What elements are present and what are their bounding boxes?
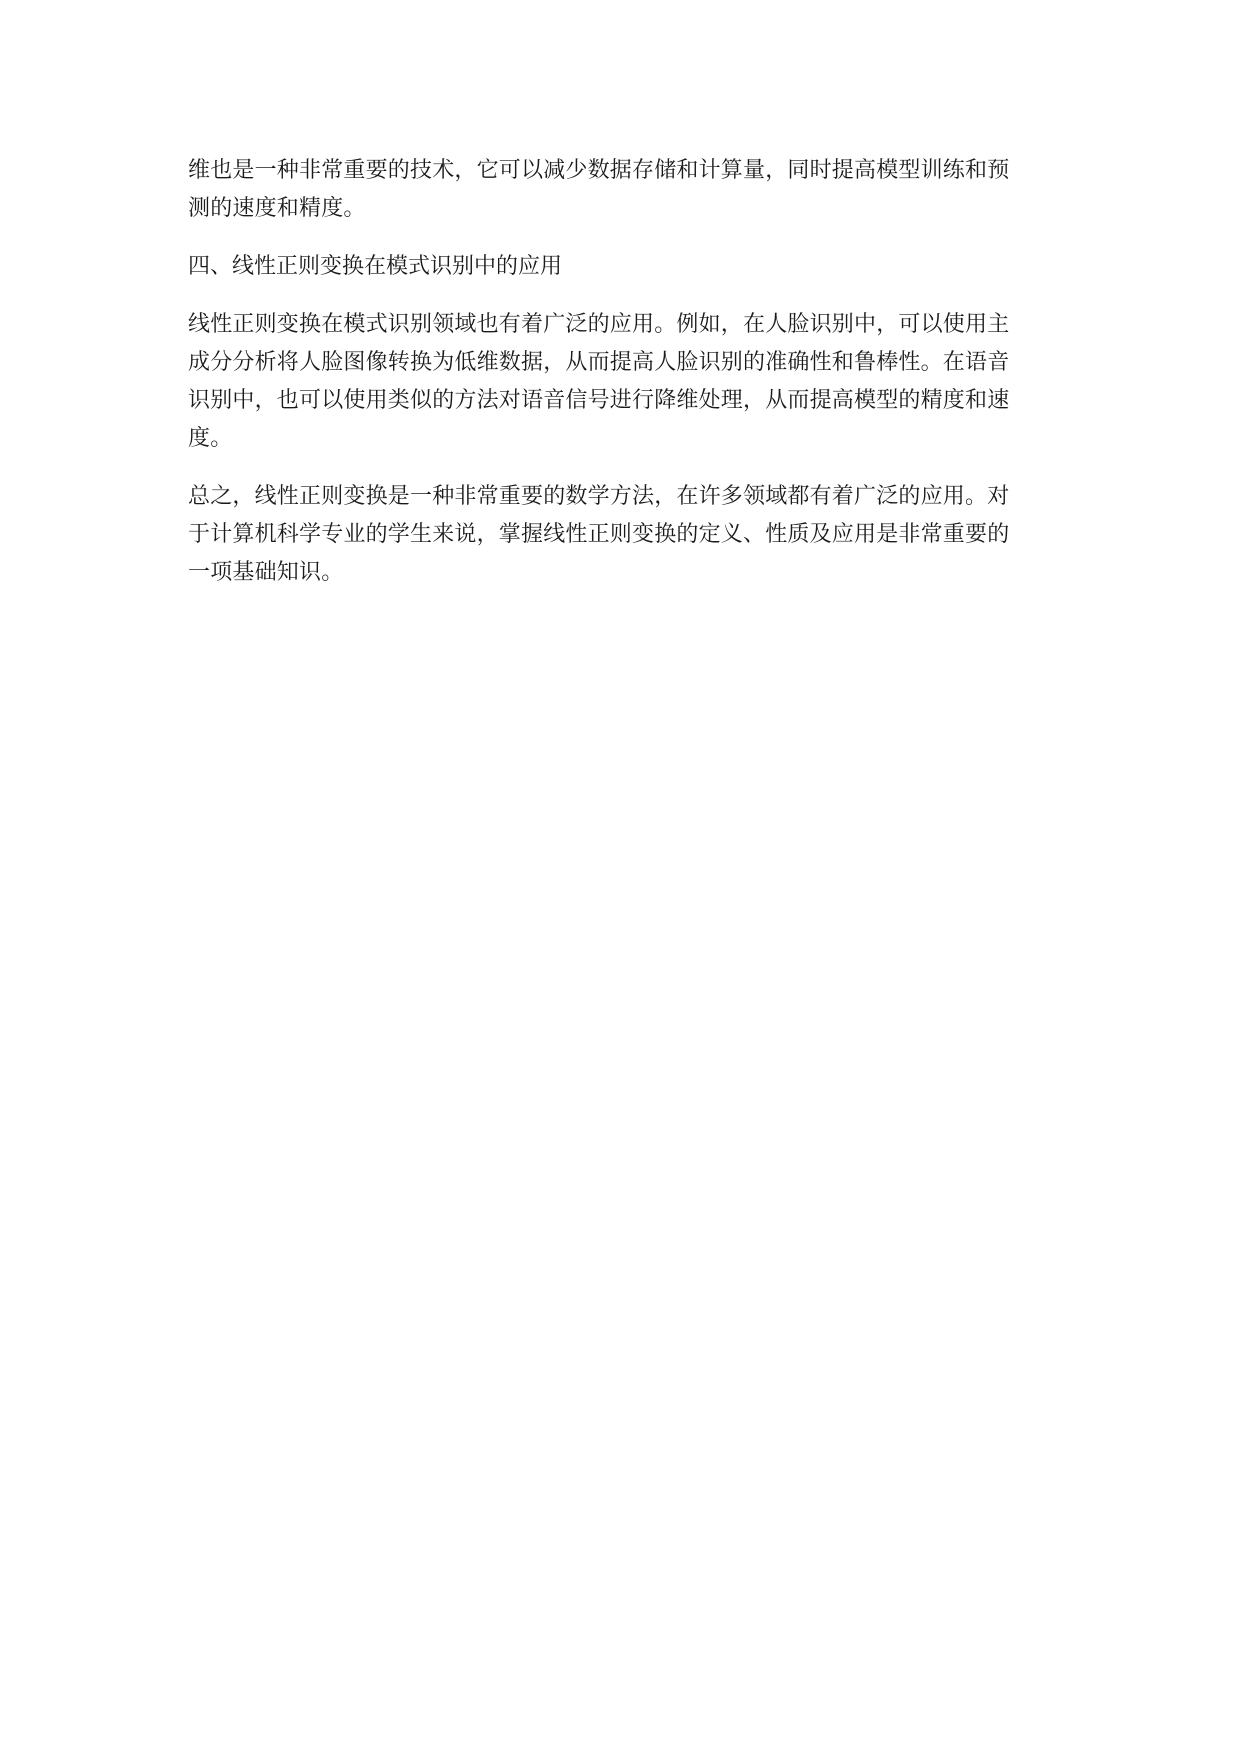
text-line: 线性正则变换在模式识别领域也有着广泛的应用。例如，在人脸识别中，可以使用主 xyxy=(188,312,1010,337)
text-line: 维也是一种非常重要的技术，它可以减少数据存储和计算量，同时提高模型训练和预 xyxy=(188,158,1010,183)
text-line: 度。 xyxy=(188,426,233,451)
paragraph-pattern-recognition xyxy=(188,306,1044,458)
paragraph-conclusion xyxy=(188,478,1044,592)
text-line: 于计算机科学专业的学生来说，掌握线性正则变换的定义、性质及应用是非常重要的 xyxy=(188,522,1010,547)
paragraph-dimensionality-reduction xyxy=(188,152,1044,228)
text-line: 一项基础知识。 xyxy=(188,560,344,585)
section-heading: 四、线性正则变换在模式识别中的应用 xyxy=(188,254,563,279)
text-line: 成分分析将人脸图像转换为低维数据，从而提高人脸识别的准确性和鲁棒性。在语音 xyxy=(188,350,1010,375)
text-line: 识别中，也可以使用类似的方法对语音信号进行降维处理，从而提高模型的精度和速 xyxy=(188,388,1010,413)
text-line: 总之，线性正则变换是一种非常重要的数学方法，在许多领域都有着广泛的应用。对 xyxy=(188,484,1010,509)
document-body xyxy=(188,152,1044,612)
text-line: 测的速度和精度。 xyxy=(188,196,366,221)
